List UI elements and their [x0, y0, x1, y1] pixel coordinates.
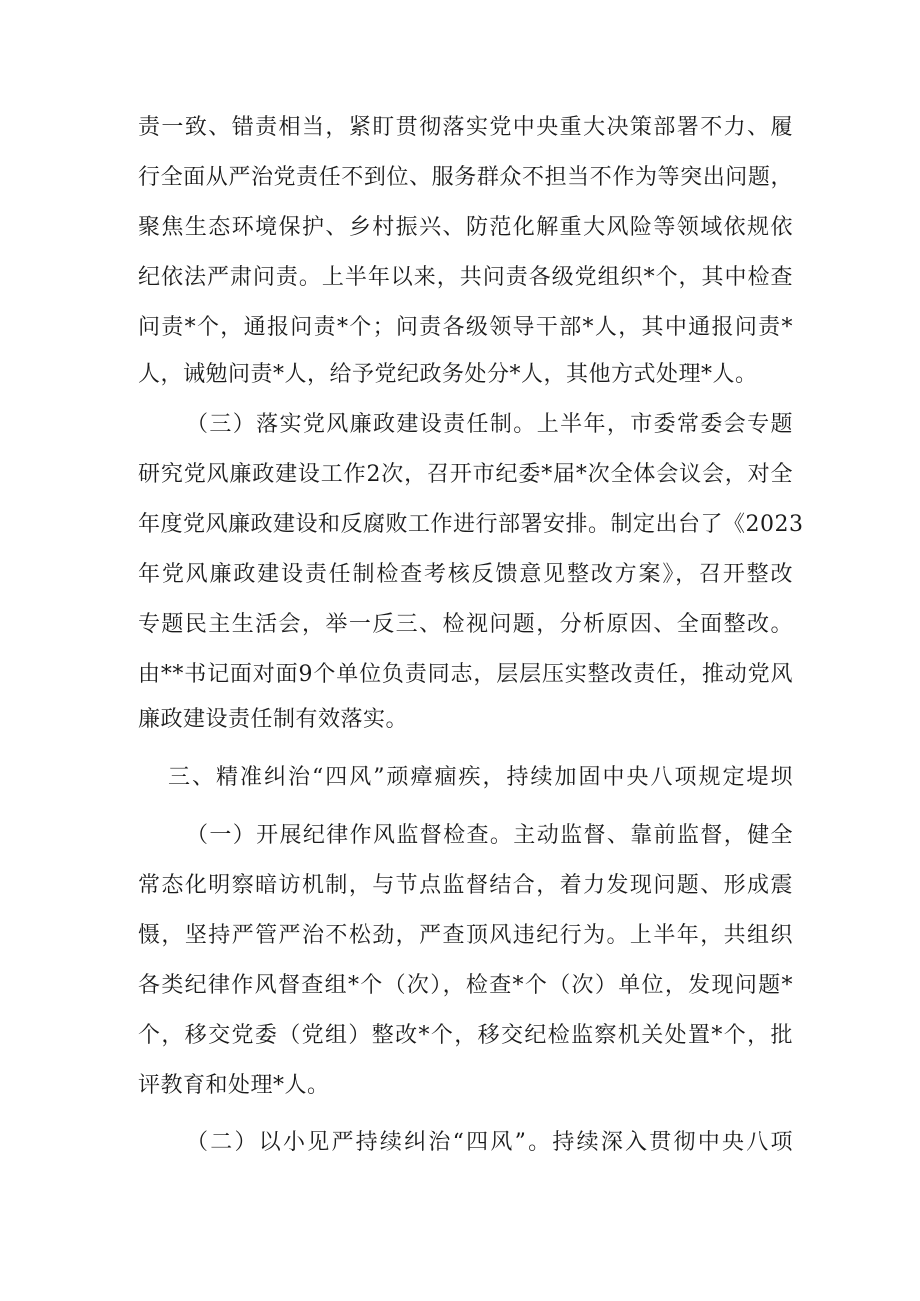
paragraph-line: 个，移交党委（党组）整改*个，移交纪检监察机关处置*个，批: [138, 1023, 793, 1048]
paragraph-line: 由**书记面对面9个单位负责同志，层层压实整改责任，推动党风: [138, 662, 793, 687]
paragraph-line: 责一致、错责相当，紧盯贯彻落实党中央重大决策部署不力、履: [138, 115, 793, 140]
paragraph-line: 常态化明察暗访机制，与节点监督结合，着力发现问题、形成震: [138, 873, 793, 898]
paragraph-line: 问责*个，通报问责*个；问责各级领导干部*人，其中通报问责*: [138, 315, 793, 340]
section-heading-line: （一）开展纪律作风监督检查。主动监督、靠前监督，健全: [186, 823, 793, 848]
paragraph-line: 各类纪律作风督查组*个（次），检查*个（次）单位，发现问题*: [138, 973, 793, 998]
chapter-heading: 三、精准纠治“四风”顽瘴痼疾，持续加固中央八项规定堤坝: [168, 765, 793, 790]
paragraph-line: 慑，坚持严管严治不松劲，严查顶风违纪行为。上半年，共组织: [138, 923, 793, 948]
section-heading-line: （三）落实党风廉政建设责任制。上半年，市委常委会专题: [186, 412, 793, 437]
paragraph-line: 评教育和处理*人。: [138, 1073, 330, 1098]
paragraph-line: 聚焦生态环境保护、乡村振兴、防范化解重大风险等领域依规依: [138, 215, 793, 240]
paragraph-line: 研究党风廉政建设工作2次，召开市纪委*届*次全体会议会，对全: [138, 462, 793, 487]
paragraph-line: 纪依法严肃问责。上半年以来，共问责各级党组织*个，其中检查: [138, 265, 793, 290]
paragraph-line: 廉政建设责任制有效落实。: [138, 707, 409, 732]
paragraph-line: 年党风廉政建设责任制检查考核反馈意见整改方案》，召开整改: [138, 562, 793, 587]
paragraph-line: 年度党风廉政建设和反腐败工作进行部署安排。制定出台了《2023: [138, 512, 804, 537]
paragraph-line: 专题民主生活会，举一反三、检视问题，分析原因、全面整改。: [138, 612, 793, 637]
paragraph-line: 人，诫勉问责*人，给予党纪政务处分*人，其他方式处理*人。: [138, 362, 758, 387]
paragraph-line: 行全面从严治党责任不到位、服务群众不担当不作为等突出问题，: [138, 165, 793, 190]
section-heading-line: （二）以小见严持续纠治“四风”。持续深入贯彻中央八项: [186, 1130, 793, 1155]
